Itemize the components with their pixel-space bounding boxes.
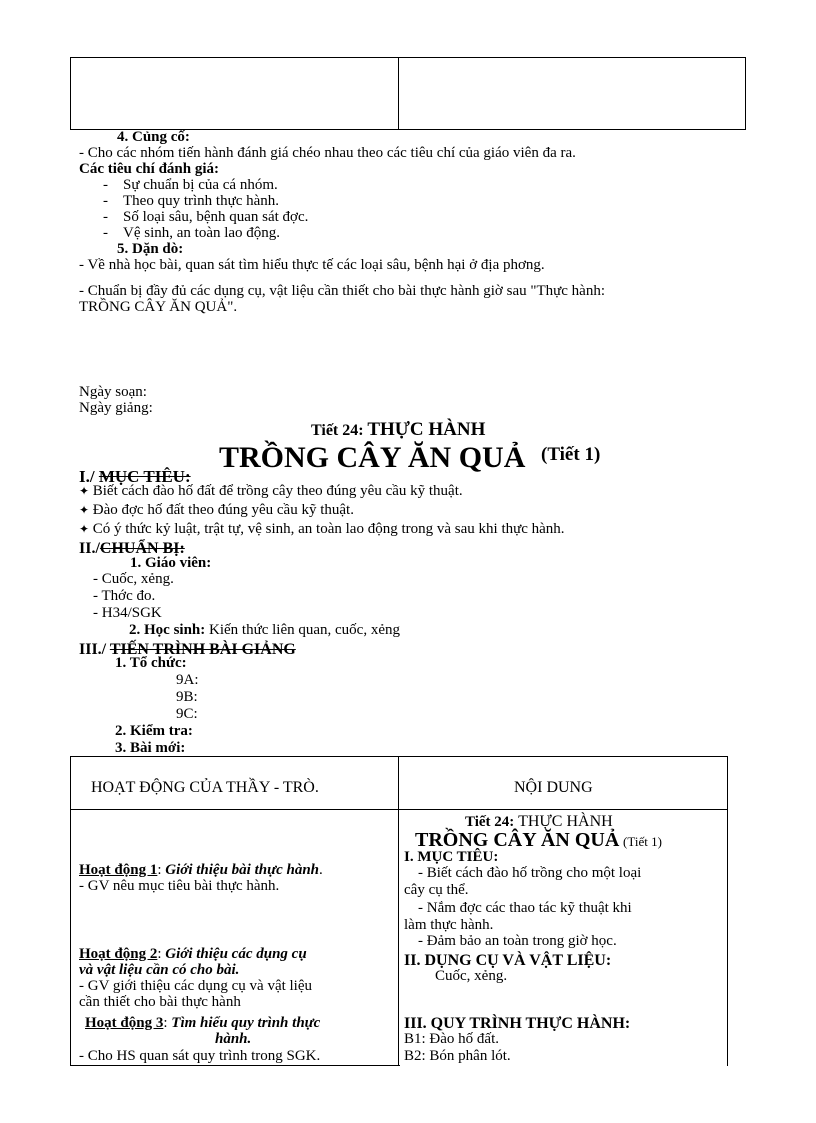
lesson-title: TRỒNG CÂY ĂN QUẢ — [219, 441, 526, 474]
prep-date: Ngày soạn: — [79, 384, 147, 400]
activity-3-title-cont: hành. — [215, 1031, 252, 1047]
new-lesson-title: 3. Bài mới: — [115, 740, 186, 756]
activity-1-line: - GV nêu mục tiêu bài thực hành. — [79, 878, 280, 894]
bullet-icon: ✦ — [79, 484, 90, 498]
process-heading: III./ TIẾN TRÌNH BÀI GIẢNG — [79, 641, 296, 658]
objective-item: ✦ Đào đợc hố đất theo đúng yêu cầu kỹ thuật. — [79, 502, 354, 518]
teacher-title: 1. Giáo viên: — [130, 555, 212, 571]
section-5-line: TRỒNG CÂY ĂN QUẢ". — [79, 299, 238, 315]
bullet-icon: ✦ — [79, 503, 90, 517]
activity-table-bottom-line — [70, 1065, 400, 1066]
content-step: B1: Đào hố đất. — [404, 1031, 499, 1047]
content-step: B2: Bón phân lót. — [404, 1048, 511, 1064]
content-tools: Cuốc, xẻng. — [435, 968, 508, 984]
content-objective: cây cụ thể. — [404, 882, 469, 898]
class-item: 9C: — [176, 706, 198, 722]
teacher-item: - Thớc đo. — [93, 588, 156, 604]
lesson-period-line — [311, 420, 485, 441]
activity-1-title: Hoạt động 1: Giới thiệu bài thực hành. — [79, 862, 323, 878]
objectives-heading: I./ MỤC TIÊU: — [79, 467, 191, 486]
lesson-part: (Tiết 1) — [541, 444, 601, 465]
teach-date: Ngày giảng: — [79, 400, 153, 416]
criteria-item: - Sự chuẩn bị của cá nhóm. — [103, 177, 278, 193]
teacher-item: - H34/SGK — [93, 605, 162, 621]
content-process-title: III. QUY TRÌNH THỰC HÀNH: — [404, 1015, 631, 1032]
check-title: 2. Kiểm tra: — [115, 723, 193, 739]
student-line: 2. Học sinh: Kiến thức liên quan, cuốc, xẻng — [129, 622, 401, 638]
content-period-line: Tiết 24: THỰC HÀNH — [465, 813, 613, 830]
col2-header: NỘI DUNG — [514, 779, 593, 796]
top-empty-table — [70, 57, 746, 130]
content-title-line: TRỒNG CÂY ĂN QUẢ (Tiết 1) — [415, 829, 662, 851]
content-objectives-title: I. MỤC TIÊU: — [404, 849, 499, 865]
top-table-divider — [398, 57, 399, 129]
criteria-item: - Theo quy trình thực hành. — [103, 193, 280, 209]
class-item: 9B: — [176, 689, 198, 705]
criteria-item: - Vệ sinh, an toàn lao động. — [103, 225, 281, 241]
org-title: 1. Tổ chức: — [115, 655, 187, 671]
class-item: 9A: — [176, 672, 199, 688]
content-tools-title: II. DỤNG CỤ VÀ VẬT LIỆU: — [404, 952, 612, 969]
objective-item: ✦ Biết cách đào hố đất để trồng cây theo đúng yêu cầu kỹ thuật. — [79, 483, 463, 499]
activity-2-line: - GV giới thiệu các dụng cụ và vật liệu — [79, 978, 313, 994]
lesson-practice: THỰC HÀNH — [367, 419, 486, 440]
col1-header: HOẠT ĐỘNG CỦA THẦY - TRÒ. — [91, 779, 319, 796]
section-4-title: 4. Củng cố: — [117, 129, 190, 145]
lesson-period: Tiết 24: — [311, 422, 364, 439]
content-objective: làm thực hành. — [404, 917, 494, 933]
teacher-item: - Cuốc, xẻng. — [93, 571, 174, 587]
content-objective: - Đảm bảo an toàn trong giờ học. — [418, 933, 617, 949]
section-5-line: - Về nhà học bài, quan sát tìm hiểu thực tế các loại sâu, bệnh hại ở địa phơng. — [79, 257, 545, 273]
activity-2-line: cần thiết cho bài thực hành — [79, 994, 241, 1010]
bullet-icon: ✦ — [79, 522, 90, 536]
criteria-item: - Số loại sâu, bệnh quan sát đợc. — [103, 209, 309, 225]
section-5-line: - Chuẩn bị đầy đủ các dụng cụ, vật liệu cần thiết cho bài thực hành giờ sau "Thực hành: — [79, 283, 605, 299]
activity-table-header-line — [70, 809, 727, 810]
section-5-title: 5. Dặn dò: — [117, 241, 184, 257]
prep-heading: II./CHUẨN BỊ: — [79, 540, 185, 557]
content-objective: - Nắm đợc các thao tác kỹ thuật khi — [418, 900, 632, 916]
activity-2-title-cont: và vật liệu cần có cho bài. — [79, 962, 240, 978]
activity-3-line: - Cho HS quan sát quy trình trong SGK. — [79, 1048, 321, 1064]
content-objective: - Biết cách đào hố trồng cho một loại — [418, 865, 642, 881]
criteria-title: Các tiêu chí đánh giá: — [79, 161, 220, 177]
objective-item: ✦ Có ý thức kỷ luật, trật tự, vệ sinh, an toàn lao động trong và sau khi thực hành. — [79, 521, 565, 537]
activity-3-title: Hoạt động 3: Tìm hiểu quy trình thực — [85, 1015, 321, 1031]
activity-2-title: Hoạt động 2: Giới thiệu các dụng cụ — [79, 946, 307, 962]
activity-table-divider — [398, 756, 399, 1066]
section-4-line: - Cho các nhóm tiến hành đánh giá chéo nhau theo các tiêu chí của giáo viên đa ra. — [79, 145, 576, 161]
